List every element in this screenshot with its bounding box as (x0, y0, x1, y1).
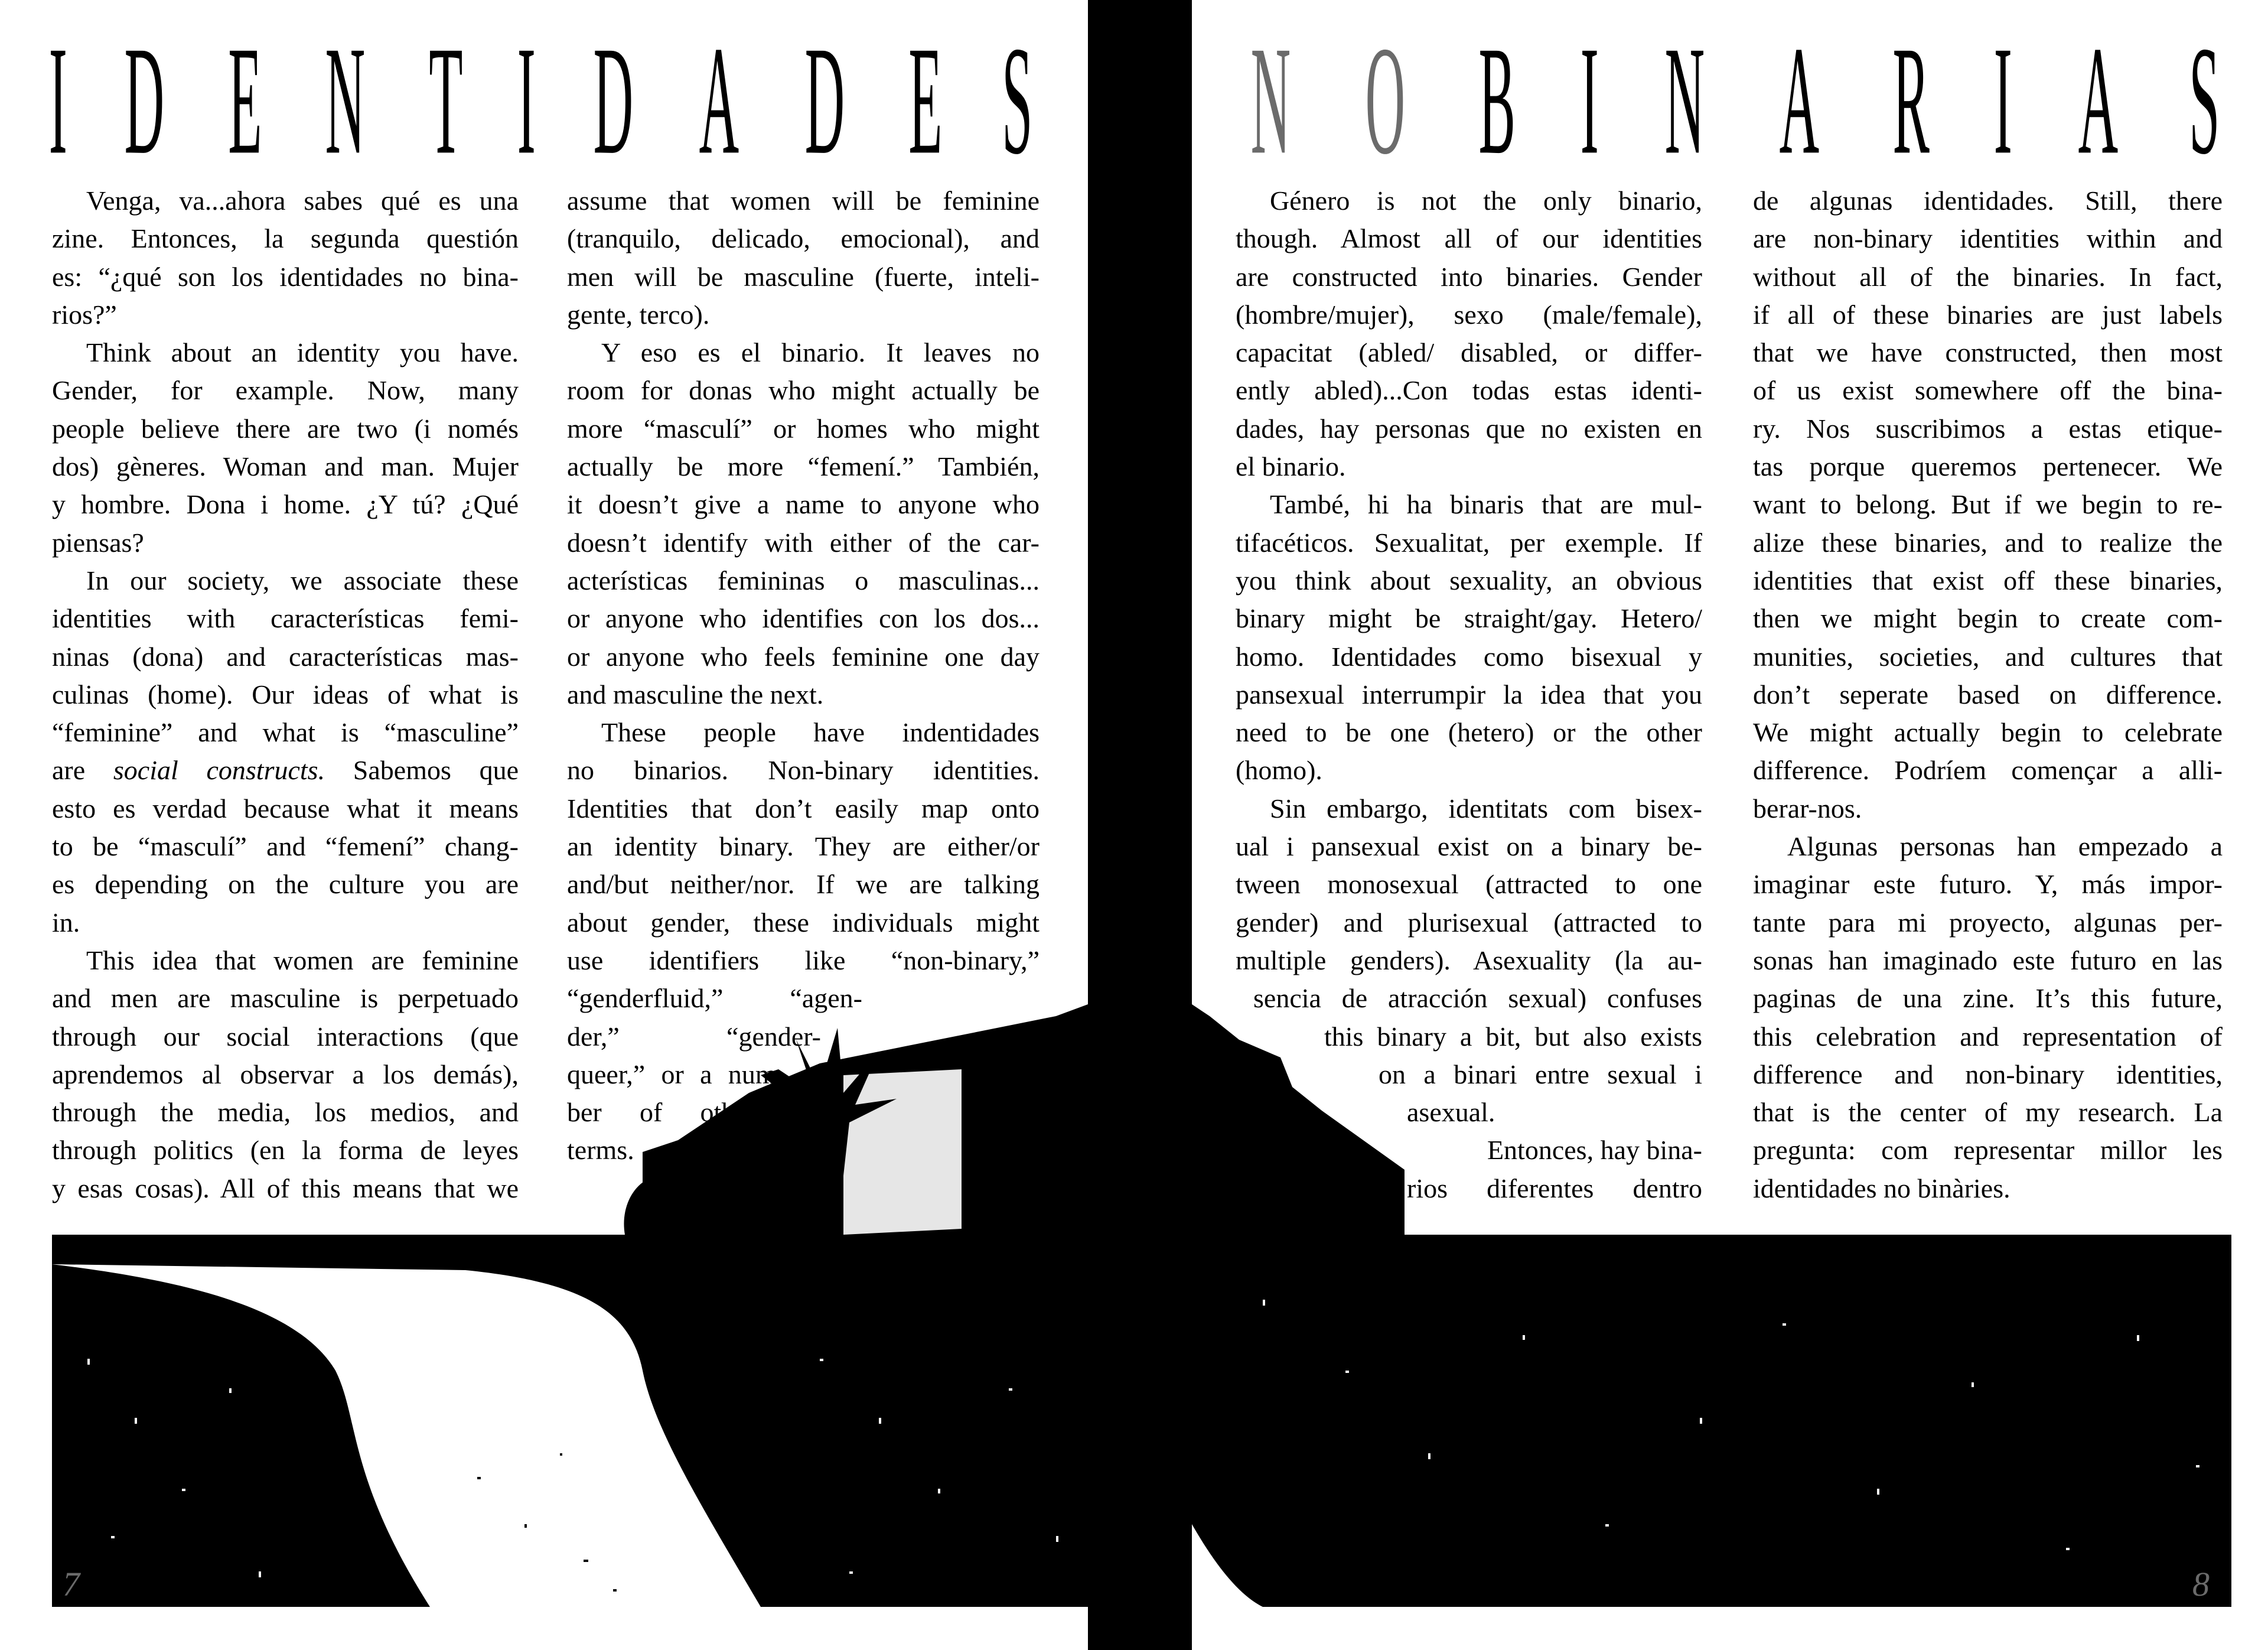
text-line: through the media, los medios, and (52, 1097, 519, 1128)
text-line: També, hi ha binaris that are mul- (1270, 489, 1702, 520)
text-line: rios?” (52, 299, 117, 330)
text-line: or anyone who feels feminine one day (567, 641, 1040, 672)
text-line: are social constructs. Sabemos que (52, 755, 519, 786)
text-line: ry. Nos suscribimos a estas etique- (1753, 413, 2223, 444)
title-letter: B (1478, 14, 1516, 187)
text-line: you think about sexuality, an obvious (1236, 565, 1702, 595)
text-line: identidades no binàries. (1753, 1173, 2010, 1203)
text-line: gender) and plurisexual (attracted to (1236, 907, 1702, 938)
title-letter: T (429, 14, 463, 187)
text-line: through our social interactions (que (52, 1021, 519, 1052)
text-line: then we might begin to create com- (1753, 603, 2223, 634)
text-line: difference and non-binary identities, (1753, 1059, 2223, 1089)
text-line: der,” “gender- (567, 1021, 821, 1052)
text-line: y esas cosas). All of this means that we (52, 1173, 519, 1203)
text-line: imaginar este futuro. Y, más impor- (1753, 869, 2223, 900)
text-line: Y eso es el binario. It leaves no (601, 337, 1040, 368)
text-line: el binario. (1236, 451, 1346, 482)
text-line: capacitat (abled/ disabled, or differ- (1236, 337, 1702, 368)
text-line: terms. (567, 1135, 634, 1166)
text-line: identities with características femi- (52, 603, 519, 634)
text-line: without all of the binaries. In fact, (1753, 261, 2223, 292)
title-identidades (41, 14, 1045, 187)
title-letter: D (124, 14, 165, 187)
text-line: don’t seperate based on difference. (1753, 679, 2223, 710)
title-letter: D (805, 14, 845, 187)
text-line: Género is not the only binario, (1270, 185, 1702, 216)
field (1192, 1235, 2231, 1607)
text-line: ual i pansexual exist on a binary be- (1236, 831, 1702, 862)
text-line: and/but neither/nor. If we are talking (567, 869, 1040, 900)
text-line: pansexual interrumpir la idea that you (1236, 679, 1702, 710)
text-line: (homo). (1236, 755, 1322, 786)
title-letter: I (517, 14, 536, 187)
text-line: These people have indentidades (601, 717, 1040, 748)
text-line: use identifiers like “non-binary,” (567, 945, 1040, 975)
text-line: need to be one (hetero) or the other (1236, 717, 1702, 748)
text-line: culinas (home). Our ideas of what is (52, 679, 519, 710)
center-spine (1088, 0, 1192, 1650)
text-line: people believe there are two (i només (52, 413, 519, 444)
text-line: if all of these binaries are just labels (1753, 299, 2223, 330)
text-line: Identities that don’t easily map onto (567, 793, 1040, 824)
text-line: multiple genders). Asexuality (la au- (1236, 945, 1702, 975)
title-letter: R (1892, 14, 1930, 187)
text-line: alize these binaries, and to realize the (1753, 527, 2223, 558)
text-line: acterísticas femininas o masculinas... (567, 565, 1040, 595)
text-line: doesn’t identify with either of the car- (567, 527, 1040, 558)
title-letter: A (2078, 14, 2119, 187)
text-line: want to belong. But if we begin to re- (1753, 489, 2223, 520)
title-letter: I (48, 14, 67, 187)
emphasis: social constructs. (113, 755, 325, 786)
text-line: We might actually begin to celebrate (1753, 717, 2223, 748)
text-line: berar-nos. (1753, 793, 1862, 824)
text-line: piensas? (52, 527, 144, 558)
text-line: tifacéticos. Sexualitat, per exemple. If (1236, 527, 1702, 558)
page-number-right: 8 (2192, 1565, 2210, 1603)
text-line: through politics (en la forma de leyes (52, 1135, 519, 1166)
text-line: Venga, va...ahora sabes qué es una (86, 185, 519, 216)
text-line: of us exist somewhere off the bina- (1753, 375, 2223, 406)
text-line: paginas de una zine. It’s this future, (1753, 983, 2223, 1014)
text-line: aprendemos al observar a los demás), (52, 1059, 519, 1089)
text-line: zine. Entonces, la segunda questión (52, 223, 519, 254)
text-line: pregunta: com representar millor les (1753, 1135, 2223, 1166)
text-column-4 (1753, 182, 2223, 1208)
title-letter: O (1365, 14, 1406, 187)
text-line: binary might be straight/gay. Hetero/ (1236, 603, 1702, 634)
text-line: This idea that women are feminine (86, 945, 519, 975)
text-line: sonas han imaginado este futuro en las (1753, 945, 2223, 975)
title-letter: A (1779, 14, 1819, 187)
text-line: identities that exist off these binaries, (1753, 565, 2223, 595)
title-letter: S (2189, 14, 2220, 187)
text-line: es depending on the culture you are (52, 869, 519, 900)
text-line: gente, terco). (567, 299, 710, 330)
text-line: “genderfluid,” “agen- (567, 983, 862, 1014)
text-line: more “masculí” or homes who might (567, 413, 1040, 444)
text-line: an identity binary. They are either/or (567, 831, 1040, 862)
title-letter: N (325, 14, 366, 187)
text-line: and men are masculine is perpetuado (52, 983, 519, 1014)
text-line: In our society, we associate these (86, 565, 519, 595)
text-line: difference. Podríem començar a alli- (1753, 755, 2223, 786)
title-letter: D (593, 14, 633, 187)
text-line: es: “¿qué son los identidades no bina- (52, 261, 519, 292)
text-line: y hombre. Dona i home. ¿Y tú? ¿Qué (52, 489, 519, 520)
text-line: are constructed into binaries. Gender (1236, 261, 1702, 292)
text-line: tas porque queremos pertenecer. We (1753, 451, 2223, 482)
text-line: this celebration and representation of (1753, 1021, 2223, 1052)
text-line: ber of other (567, 1097, 756, 1128)
text-line: actually be more “femení.” También, (567, 451, 1040, 482)
text-line: ently abled)...Con todas estas identi- (1236, 375, 1702, 406)
text-line: esto es verdad because what it means (52, 793, 519, 824)
text-line: that we have constructed, then most (1753, 337, 2223, 368)
text-line: no binarios. Non-binary identities. (567, 755, 1040, 786)
text-line: homo. Identidades como bisexual y (1236, 641, 1702, 672)
title-letter: I (1994, 14, 2013, 187)
text-line: this binary a bit, but also exists (1324, 1021, 1702, 1052)
text-line: Gender, for example. Now, many (52, 375, 519, 406)
text-line: or anyone who identifies con los dos... (567, 603, 1040, 634)
title-letter: E (228, 14, 262, 187)
title-no-binarias (1234, 14, 2233, 187)
text-line: Entonces, hay bina- (1487, 1135, 1702, 1166)
text-line: and masculine the next. (567, 679, 824, 710)
text-column-3 (1236, 182, 1702, 1208)
text-line: tante para mi proyecto, algunas per- (1753, 907, 2223, 938)
text-line: Algunas personas han empezado a (1787, 831, 2223, 862)
text-line: that is the center of my research. La (1753, 1097, 2223, 1128)
title-letter: N (1664, 14, 1705, 187)
text-line: though. Almost all of our identities (1236, 223, 1702, 254)
text-line: dos) gèneres. Woman and man. Mujer (52, 451, 519, 482)
text-line: assume that women will be feminine (567, 185, 1040, 216)
text-line: in. (52, 907, 80, 938)
text-line: queer,” or a num- (567, 1059, 786, 1089)
text-line: to be “masculí” and “femení” chang- (52, 831, 519, 862)
title-letter: E (908, 14, 943, 187)
text-line: Think about an identity you have. (86, 337, 519, 368)
text-line: rios diferentes dentro (1407, 1173, 1702, 1203)
text-column-2 (567, 182, 1040, 1170)
text-line: munities, societies, and cultures that (1753, 641, 2223, 672)
text-line: sencia de atracción sexual) confuses (1253, 983, 1702, 1014)
text-line: de algunas identidades. Still, there (1753, 185, 2223, 216)
text-line: are non-binary identities within and (1753, 223, 2223, 254)
text-line: about gender, these individuals might (567, 907, 1040, 938)
text-line: “feminine” and what is “masculine” (52, 717, 519, 748)
text-line: (hombre/mujer), sexo (male/female), (1236, 299, 1702, 330)
text-line: on a binari entre sexual i (1379, 1059, 1702, 1089)
text-line: dades, hay personas que no existen en (1236, 413, 1702, 444)
title-letter: A (699, 14, 739, 187)
title-letter: N (1250, 14, 1291, 187)
text-line: room for donas who might actually be (567, 375, 1040, 406)
text-line: tween monosexual (attracted to one (1236, 869, 1702, 900)
title-letter: I (1580, 14, 1599, 187)
page-number-left: 7 (63, 1565, 80, 1603)
text-line: men will be masculine (fuerte, inteli- (567, 261, 1040, 292)
title-letter: S (1002, 14, 1033, 187)
text-line: asexual. (1407, 1097, 1495, 1128)
text-line: ninas (dona) and características mas- (52, 641, 519, 672)
text-line: Sin embargo, identitats com bisex- (1270, 793, 1702, 824)
text-line: (tranquilo, delicado, emocional), and (567, 223, 1040, 254)
text-column-1 (52, 182, 519, 1208)
text-line: it doesn’t give a name to anyone who (567, 489, 1040, 520)
